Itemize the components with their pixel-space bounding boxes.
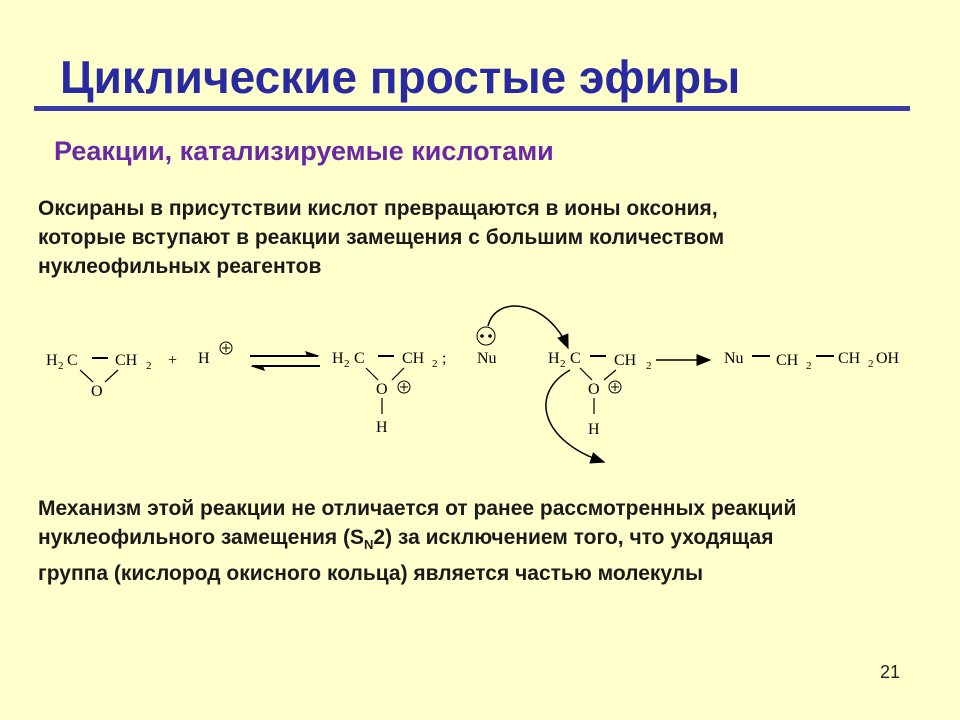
curved-arrow-attack	[488, 306, 568, 348]
atom-ch: CH	[402, 350, 425, 367]
atom-o: O	[91, 383, 103, 400]
atom-h: H	[548, 350, 560, 367]
subtitle: Реакции, катализируемые кислотами	[54, 136, 554, 166]
atom-ch: CH	[838, 350, 861, 367]
oxonium-ion	[332, 350, 446, 436]
reaction-scheme	[0, 290, 960, 470]
mechanism-line-3: группа (кислород окисного кольца) является частью молекулы	[38, 562, 704, 586]
mechanism-paragraph	[38, 494, 918, 588]
atom-h: H	[46, 352, 58, 369]
plus-sign: +	[168, 352, 178, 369]
nucleophile	[477, 327, 497, 367]
mechanism-line-1: Механизм этой реакции не отличается от ранее рассмотренных реакций	[38, 497, 797, 520]
atom-nu: Nu	[477, 350, 497, 367]
subscript-2: 2	[868, 358, 874, 370]
subscript-2: 2	[344, 358, 350, 370]
atom-o: O	[588, 381, 600, 398]
subscript-2: 2	[806, 360, 812, 372]
atom-c: C	[570, 350, 581, 367]
page-title: Циклические простые эфиры	[60, 51, 741, 103]
semicolon: ;	[442, 350, 447, 367]
atom-h: H	[332, 350, 344, 367]
intro-line-2: которые вступают в реакции замещения с большим количеством	[38, 226, 725, 249]
subscript-2: 2	[146, 360, 152, 372]
mechanism-line-2	[38, 523, 918, 559]
intro-line-1: Оксираны в присутствии кислот превращаются в ионы оксония,	[38, 197, 718, 220]
atom-h: H	[376, 419, 388, 436]
subscript-2: 2	[432, 358, 438, 370]
mechanism-line-2-start: нуклеофильного замещения (S	[38, 526, 365, 549]
atom-ch: CH	[115, 352, 138, 369]
c-o-bond	[105, 370, 118, 382]
equilibrium-arrows	[250, 351, 320, 371]
title-underline	[34, 106, 910, 111]
subscript-2: 2	[646, 360, 652, 372]
intro-line-3: нуклеофильных реагентов	[38, 255, 322, 278]
atom-oh: OH	[876, 350, 900, 367]
mechanism-line-2-end: 2) за исключением того, что уходящая	[373, 526, 774, 549]
product-molecule	[724, 350, 900, 372]
atom-c: C	[354, 350, 365, 367]
subscript-2: 2	[560, 358, 566, 370]
intro-paragraph	[38, 194, 918, 281]
atom-o: O	[376, 381, 388, 398]
atom-h: H	[588, 421, 600, 438]
proton-h: H	[198, 350, 210, 367]
sn2-subscript: N	[364, 537, 374, 553]
oxirane-molecule	[46, 352, 152, 400]
atom-ch: CH	[776, 352, 799, 369]
oxonium-ion-attacked	[548, 350, 652, 438]
atom-nu: Nu	[724, 350, 744, 367]
atom-ch: CH	[614, 352, 637, 369]
c-o-bond	[80, 370, 93, 382]
page-number: 21	[880, 662, 901, 682]
atom-c: C	[67, 352, 78, 369]
subscript-2: 2	[58, 360, 64, 372]
